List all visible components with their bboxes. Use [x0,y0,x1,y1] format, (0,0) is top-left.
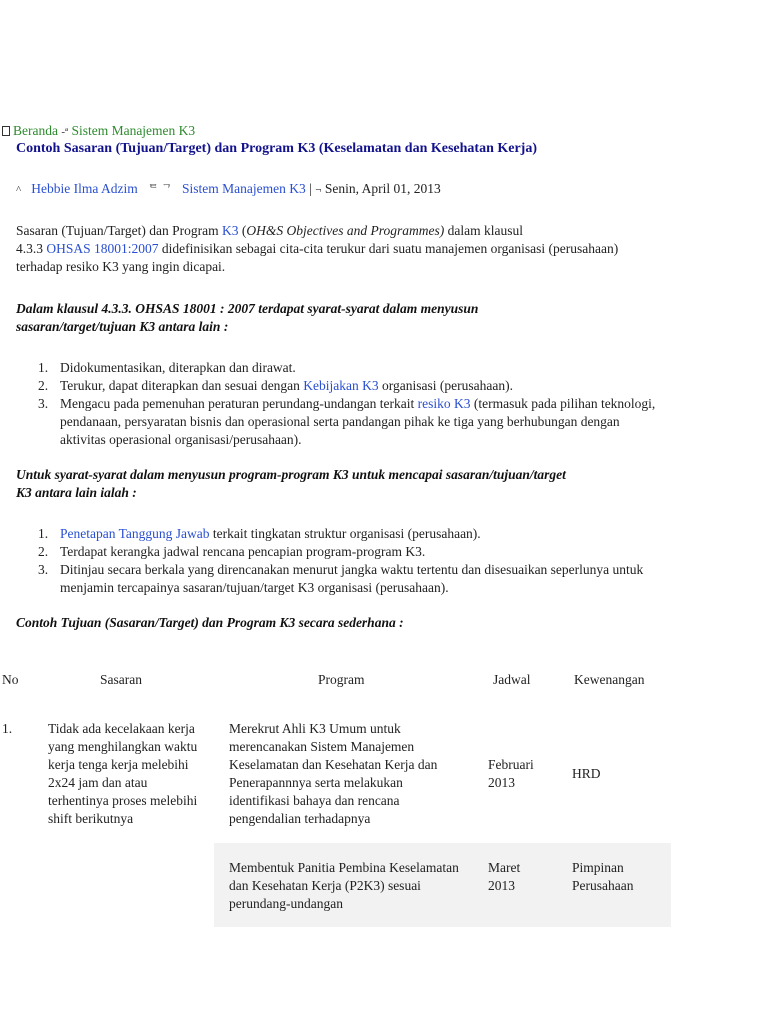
list-text: Didokumentasikan, diterapkan dan dirawat. [60,360,296,375]
list-number: 1. [38,360,49,375]
list-item [16,525,660,543]
meta-category-link[interactable]: Sistem Manajemen K3 [182,181,306,196]
cell-jadwal: Februari 2013 [488,757,534,790]
kebijakan-k3-link[interactable]: Kebijakan K3 [303,378,379,393]
cell-jadwal: Maret 2013 [488,860,521,893]
author-link[interactable]: Hebbie Ilma Adzim [31,181,138,196]
cell-program: Membentuk Panitia Pembina Keselamatan dan Kesehatan Kerja (P2K3) sesuai perundang-undangan [229,860,459,911]
intro-text: dalam klausul [444,223,523,238]
cell-sasaran: Tidak ada kecelakaan kerja yang menghilangkan waktu kerja tenga kerja melebihi 2x24 jam dan atau terhentinya proses melebihi shift berikutnya [48,721,198,826]
list-number: 2. [38,378,49,393]
list-item [16,377,660,395]
list-text: Terukur, dapat diterapkan dan sesuai dengan [60,378,304,393]
post-date: Senin, April 01, 2013 [324,181,441,196]
header-program: Program [318,672,365,687]
author-icon: ^ [16,184,22,196]
list-text: organisasi (perusahaan). [378,378,513,393]
section2-heading: Untuk syarat-syarat dalam menyusun program-program K3 untuk mencapai sasaran/tujuan/target K3 antara lain ialah : [16,467,566,500]
list-number: 2. [38,544,49,559]
list-item [16,561,660,597]
requirements-list [16,359,660,449]
cell-kewenangan: HRD [572,766,601,781]
post-meta [16,180,736,199]
intro-text: 4.3.3 [16,241,47,256]
ohsas-link[interactable]: OHSAS 18001:2007 [46,241,159,256]
list-text: Mengacu pada pemenuhan peraturan perundang-undangan terkait [60,396,418,411]
intro-text: Sasaran (Tujuan/Target) dan Program [16,223,223,238]
list-number: 3. [38,562,49,577]
breadcrumb-home-link[interactable]: Beranda [13,123,58,138]
list-text: Terdapat kerangka jadwal rencana pencapian program-program K3. [60,544,426,559]
header-sasaran: Sasaran [100,672,142,687]
date-icon: ¬ [315,184,322,196]
tanggung-jawab-link[interactable]: Penetapan Tanggung Jawab [60,526,210,541]
meta-separator: | [309,181,312,196]
page-icon [2,126,10,136]
intro-text: ( [238,223,247,238]
header-no: No [2,672,19,687]
cell-kewenangan: Pimpinan Perusahaan [572,860,634,893]
breadcrumb-separator: -ª [61,126,69,138]
program-requirements-list [16,525,660,597]
header-jadwal: Jadwal [493,672,531,687]
cell-program: Merekrut Ahli K3 Umum untuk merencanakan Sistem Manajemen Keselamatan dan Kesehatan Kerja dan Penerapannnya serta melakukan identifikasi bahaya dan rencana pengendalian terhadapnya [229,721,438,826]
post-title: Contoh Sasaran (Tujuan/Target) dan Program K3 (Keselamatan dan Kesehatan Kerja) [16,141,538,156]
intro-paragraph [16,222,626,276]
list-text: (termasuk pada pilihan teknologi, pendanaan, persyaratan bisnis dan operasional serta pandangan pihak ke tiga yang berhubungan dengan aktivitas operasional organisasi/perusahaan). [60,396,656,447]
category-icon: ᄐ ᄀ [147,184,172,196]
breadcrumb [2,122,402,141]
intro-text: didefinisikan sebagai cita-cita terukur dari suatu manajemen organisasi (perusahaan) terhadap resiko K3 yang ingin dicapai. [16,241,619,274]
list-text: terkait tingkatan struktur organisasi (perusahaan). [209,526,481,541]
list-item [16,395,660,449]
breadcrumb-category-link[interactable]: Sistem Manajemen K3 [71,123,196,138]
section1-heading: Dalam klausul 4.3.3. OHSAS 18001 : 2007 terdapat syarat-syarat dalam menyusun sasaran/target/tujuan K3 antara lain : [16,301,479,334]
k3-link[interactable]: K3 [222,223,239,238]
list-number: 3. [38,396,49,411]
list-item [16,359,660,377]
intro-italic: OH&S Objectives and Programmes) [246,223,445,238]
list-item [16,543,660,561]
list-text: Ditinjau secara berkala yang direncanakan menurut jangka waktu tertentu dan disesuaikan seperlunya untuk menjamin tercapainya sasaran/tujuan/target K3 organisasi (perusahaan). [60,562,644,595]
section3-heading: Contoh Tujuan (Sasaran/Target) dan Program K3 secara sederhana : [16,615,404,630]
cell-no: 1. [2,721,13,736]
resiko-k3-link[interactable]: resiko K3 [417,396,471,411]
header-kewenangan: Kewenangan [574,672,645,687]
list-number: 1. [38,526,49,541]
